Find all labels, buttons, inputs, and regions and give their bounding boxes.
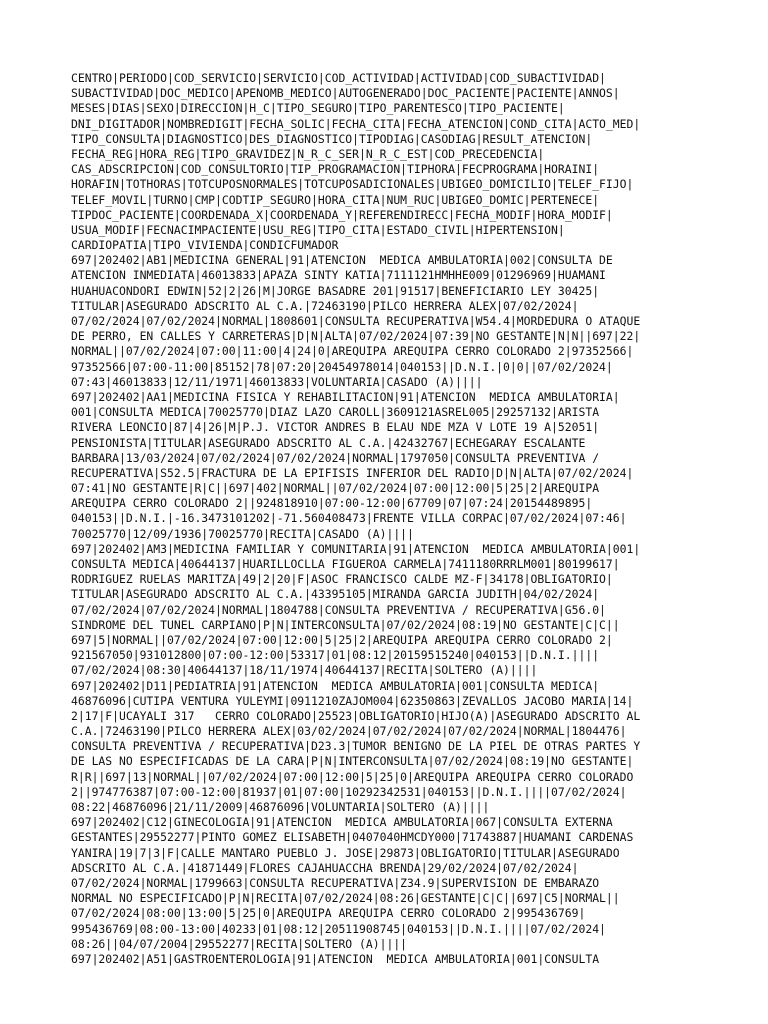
text-line: 07/02/2024|07/02/2024|NORMAL|1808601|CONSULTA RECUPERATIVA|W54.4|MORDEDURA O ATAQUE: [71, 314, 641, 328]
text-line: BARBARA|13/03/2024|07/02/2024|07/02/2024|NORMAL|1797050|CONSULTA PREVENTIVA /: [71, 450, 600, 465]
text-line: 697|202402|AA1|MEDICINA FISICA Y REHABILITACION|91|ATENCION MEDICA AMBULATORIA|: [71, 389, 620, 404]
text-line: SUBACTIVIDAD|DOC_MEDICO|APENOMB_MEDICO|AUTOGENERADO|DOC_PACIENTE|PACIENTE|ANNOS|: [71, 86, 620, 101]
text-line: CARDIOPATIA|TIPO_VIVIENDA|CONDICFUMADOR: [71, 238, 339, 253]
text-line: RECUPERATIVA|S52.5|FRACTURA DE LA EPIFISIS INFERIOR DEL RADIO|D|N|ALTA|07/02/2024|: [71, 465, 634, 480]
text-line: RODRIGUEZ RUELAS MARITZA|49|2|20|F|ASOC FRANCISCO CALDE MZ-F|34178|OBLIGATORIO|: [71, 572, 613, 587]
text-line: 07:43|46013833|12/11/1971|46013833|VOLUNTARIA|CASADO (A)||||: [71, 374, 483, 389]
text-line: AREQUIPA CERRO COLORADO 2||924818910|07:00-12:00|67709|07|07:24|20154489895|: [71, 496, 593, 511]
text-line: DE LAS NO ESPECIFICADAS DE LA CARA|P|N|INTERCONSULTA|07/02/2024|08:19|NO GESTANTE|: [71, 754, 634, 769]
text-line: CONSULTA PREVENTIVA / RECUPERATIVA|D23.3|TUMOR BENIGNO DE LA PIEL DE OTRAS PARTES Y: [71, 739, 641, 754]
text-line: 2||974776387|07:00-12:00|81937|01|07:00|10292342531|040153||D.N.I.||||07/02/2024|: [71, 784, 627, 799]
text-line: RIVERA LEONCIO|87|4|26|M|P.J. VICTOR ANDRES B ELAU NDE MZA V LOTE 19 A|52051|: [71, 420, 600, 435]
text-line: YANIRA|19|7|3|F|CALLE MANTARO PUEBLO J. JOSE|29873|OBLIGATORIO|TITULAR|ASEGURADO: [71, 845, 620, 860]
text-line: 697|202402|AM3|MEDICINA FAMILIAR Y COMUNITARIA|91|ATENCION MEDICA AMBULATORIA|001|: [71, 541, 641, 556]
text-line: 697|202402|D11|PEDIATRIA|91|ATENCION MEDICA AMBULATORIA|001|CONSULTA MEDICA|: [71, 678, 600, 693]
text-line: 07:41|NO GESTANTE|R|C||697|402|NORMAL||07/02/2024|07:00|12:00|5|25|2|AREQUIPA: [71, 481, 600, 496]
text-line: HUAHUACONDORI EDWIN|52|2|26|M|JORGE BASADRE 201|91517|BENEFICIARIO LEY 30425|: [71, 283, 600, 298]
text-line: C.A.|72463190|PILCO HERRERA ALEX|03/02/2024|07/02/2024|07/02/2024|NORMAL|1804476|: [71, 724, 627, 739]
text-line: ATENCION INMEDIATA|46013833|APAZA SINTY KATIA|7111121HMHHE009|01296969|HUAMANI: [71, 268, 606, 283]
text-line: 08:22|46876096|21/11/2009|46876096|VOLUNTARIA|SOLTERO (A)||||: [71, 800, 490, 814]
text-line: 08:26||04/07/2004|29552277|RECITA|SOLTERO (A)||||: [71, 936, 408, 951]
text-line: FECHA_REG|HORA_REG|TIPO_GRAVIDEZ|N_R_C_SER|N_R_C_EST|COD_PRECEDENCIA|: [71, 146, 545, 161]
text-line: CENTRO|PERIODO|COD_SERVICIO|SERVICIO|COD_ACTIVIDAD|ACTIVIDAD|COD_SUBACTIVIDAD|: [71, 71, 606, 85]
text-line: 07/02/2024|08:00|13:00|5|25|0|AREQUIPA AREQUIPA CERRO COLORADO 2|995436769|: [71, 906, 586, 921]
text-line: CONSULTA MEDICA|40644137|HUARILLOCLLA FIGUEROA CARMELA|7411180RRRLM001|80199617|: [71, 557, 620, 571]
text-line: 46876096|CUTIPA VENTURA YULEYMI|0911210ZAJOM004|62350863|ZEVALLOS JACOBO MARIA|14|: [71, 693, 634, 708]
text-line: GESTANTES|29552277|PINTO GOMEZ ELISABETH|0407040HMCDY000|71743887|HUAMANI CARDENAS: [71, 830, 634, 845]
text-line: 921567050|931012800|07:00-12:00|53317|01|08:12|20159515240|040153||D.N.I.||||: [71, 648, 600, 663]
text-line: 697|202402|AB1|MEDICINA GENERAL|91|ATENCION MEDICA AMBULATORIA|002|CONSULTA DE: [71, 253, 613, 268]
text-line: HORAFIN|TOTHORAS|TOTCUPOSNORMALES|TOTCUPOSADICIONALES|UBIGEO_DOMICILIO|TELEF_FIJO|: [71, 177, 634, 192]
text-line: 697|5|NORMAL||07/02/2024|07:00|12:00|5|25|2|AREQUIPA AREQUIPA CERRO COLORADO 2|: [71, 632, 613, 647]
text-line: CAS_ADSCRIPCION|COD_CONSULTORIO|TIP_PROGRAMACION|TIPHORA|FECPROGRAMA|HORAINI|: [71, 162, 600, 177]
text-line: PENSIONISTA|TITULAR|ASEGURADO ADSCRITO AL C.A.|42432767|ECHEGARAY ESCALANTE: [71, 435, 586, 450]
text-line: SINDROME DEL TUNEL CARPIANO|P|N|INTERCONSULTA|07/02/2024|08:19|NO GESTANTE|C|C||: [71, 617, 620, 632]
text-line: R|R||697|13|NORMAL||07/02/2024|07:00|12:00|5|25|0|AREQUIPA AREQUIPA CERRO COLORADO: [71, 769, 634, 784]
text-line: 001|CONSULTA MEDICA|70025770|DIAZ LAZO CAROLL|3609121ASREL005|29257132|ARISTA: [71, 405, 600, 420]
text-line: 97352566|07:00-11:00|85152|78|07:20|20454978014|040153||D.N.I.|0|0||07/02/2024|: [71, 359, 613, 374]
text-line: TELEF_MOVIL|TURNO|CMP|CODTIP_SEGURO|HORA_CITA|NUM_RUC|UBIGEO_DOMIC|PERTENECE|: [71, 192, 600, 207]
text-line: DNI_DIGITADOR|NOMBREDIGIT|FECHA_SOLIC|FECHA_CITA|FECHA_ATENCION|COND_CITA|ACTO_MED|: [71, 116, 641, 131]
text-line: ADSCRITO AL C.A.|41871449|FLORES CAJAHUACCHA BRENDA|29/02/2024|07/02/2024|: [71, 860, 579, 875]
data-export-text: [71, 71, 711, 967]
text-line: MESES|DIAS|SEXO|DIRECCION|H_C|TIPO_SEGURO|TIPO_PARENTESCO|TIPO_PACIENTE|: [71, 101, 565, 116]
text-line: TITULAR|ASEGURADO ADSCRITO AL C.A.|72463190|PILCO HERRERA ALEX|07/02/2024|: [71, 298, 579, 313]
text-line: 040153||D.N.I.|-16.3473101202|-71.560408473|FRENTE VILLA CORPAC|07/02/2024|07:46|: [71, 511, 627, 526]
text-line: USUA_MODIF|FECNACIMPACIENTE|USU_REG|TIPO_CITA|ESTADO_CIVIL|HIPERTENSION|: [71, 222, 565, 237]
text-line: 2|17|F|UCAYALI 317 CERRO COLORADO|25523|OBLIGATORIO|HIJO(A)|ASEGURADO ADSCRITO AL: [71, 708, 641, 723]
text-line: 07/02/2024|08:30|40644137|18/11/1974|40644137|RECITA|SOLTERO (A)||||: [71, 663, 538, 678]
text-line: DE PERRO, EN CALLES Y CARRETERAS|D|N|ALTA|07/02/2024|07:39|NO GESTANTE|N|N||697|22|: [71, 329, 641, 344]
text-line: 697|202402|A51|GASTROENTEROLOGIA|91|ATENCION MEDICA AMBULATORIA|001|CONSULTA: [71, 951, 600, 966]
text-line: NORMAL NO ESPECIFICADO|P|N|RECITA|07/02/2024|08:26|GESTANTE|C|C||697|C5|NORMAL||: [71, 891, 620, 906]
text-line: TIPDOC_PACIENTE|COORDENADA_X|COORDENADA_Y|REFERENDIRECC|FECHA_MODIF|HORA_MODIF|: [71, 207, 613, 222]
text-line: 697|202402|C12|GINECOLOGIA|91|ATENCION MEDICA AMBULATORIA|067|CONSULTA EXTERNA: [71, 815, 613, 830]
text-line: TITULAR|ASEGURADO ADSCRITO AL C.A.|43395105|MIRANDA GARCIA JUDITH|04/02/2024|: [71, 587, 600, 602]
text-line: NORMAL||07/02/2024|07:00|11:00|4|24|0|AREQUIPA AREQUIPA CERRO COLORADO 2|97352566|: [71, 344, 634, 359]
text-line: 07/02/2024|07/02/2024|NORMAL|1804788|CONSULTA PREVENTIVA / RECUPERATIVA|G56.0|: [71, 602, 606, 617]
text-line: 07/02/2024|NORMAL|1799663|CONSULTA RECUPERATIVA|Z34.9|SUPERVISION DE EMBARAZO: [71, 875, 600, 890]
text-line: 70025770|12/09/1936|70025770|RECITA|CASADO (A)||||: [71, 526, 414, 541]
text-line: 995436769|08:00-13:00|40233|01|08:12|20511908745|040153||D.N.I.||||07/02/2024|: [71, 921, 606, 936]
text-line: TIPO_CONSULTA|DIAGNOSTICO|DES_DIAGNOSTICO|TIPODIAG|CASODIAG|RESULT_ATENCION|: [71, 131, 593, 146]
